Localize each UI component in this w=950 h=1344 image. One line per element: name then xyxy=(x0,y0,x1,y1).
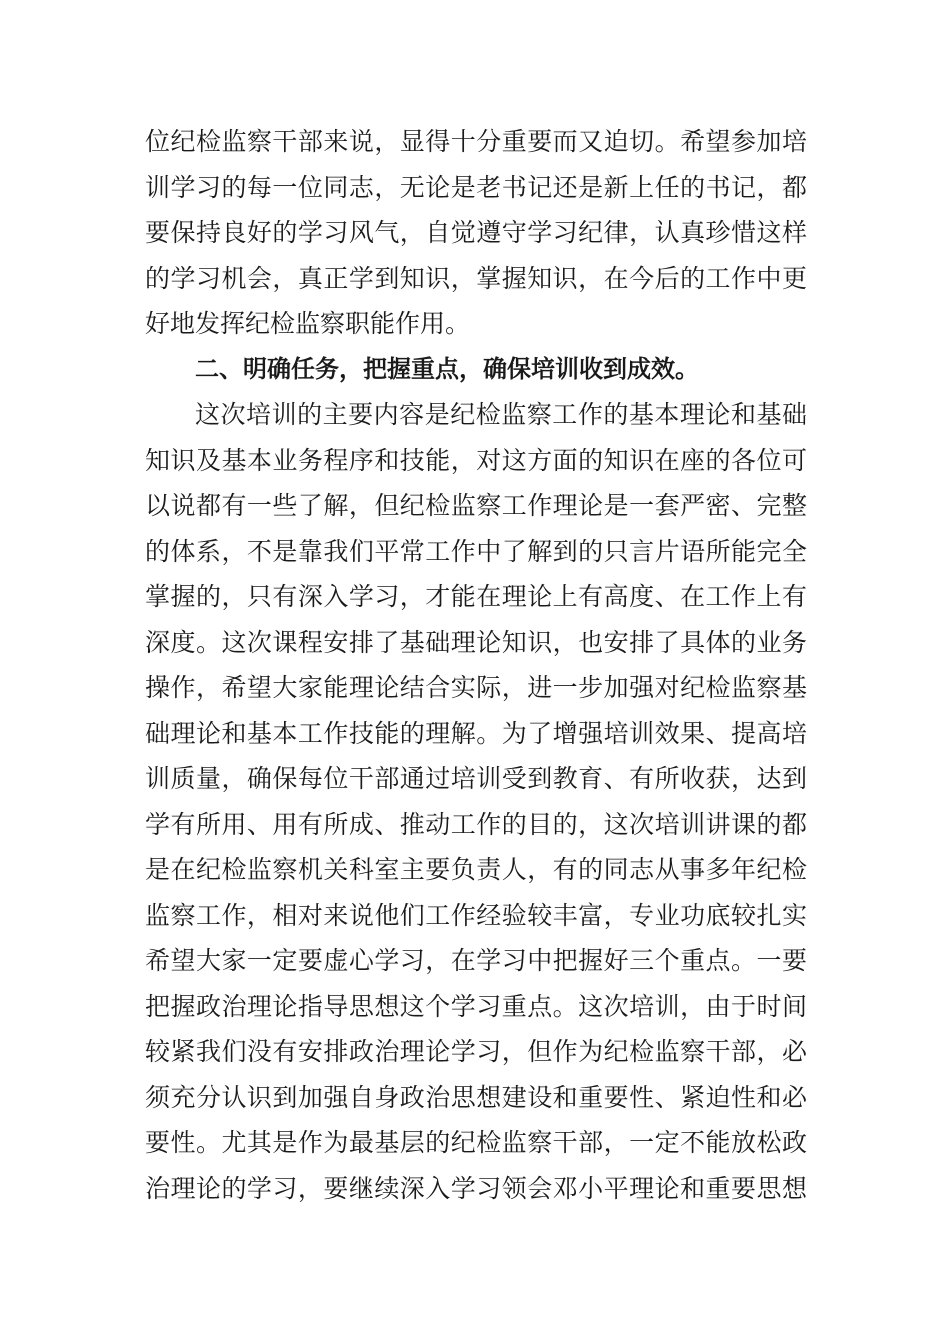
text-line: 的体系，不是靠我们平常工作中了解到的只言片语所能完全 xyxy=(145,536,807,566)
text-line: 训学习的每一位同志，无论是老书记还是新上任的书记，都 xyxy=(145,172,807,202)
text-line: 以说都有一些了解，但纪检监察工作理论是一套严密、完整 xyxy=(145,491,807,520)
text-line: 监察工作，相对来说他们工作经验较丰富，专业功底较扎实 xyxy=(145,900,807,930)
text-line: 希望大家一定要虚心学习，在学习中把握好三个重点。一要 xyxy=(145,946,807,975)
text-line: 要保持良好的学习风气，自觉遵守学习纪律，认真珍惜这样 xyxy=(145,218,807,247)
text-line: 操作，希望大家能理论结合实际，进一步加强对纪检监察基 xyxy=(145,673,807,702)
section-heading: 二、明确任务，把握重点，确保培训收到成效。 xyxy=(195,354,699,383)
text-line: 的学习机会，真正学到知识，掌握知识，在今后的工作中更 xyxy=(145,263,807,293)
text-line: 治理论的学习，要继续深入学习领会邓小平理论和重要思想 xyxy=(145,1173,807,1203)
text-line: 须充分认识到加强自身政治思想建设和重要性、紧迫性和必 xyxy=(145,1082,807,1112)
text-line: 较紧我们没有安排政治理论学习，但作为纪检监察干部，必 xyxy=(145,1037,807,1066)
text-line: 训质量，确保每位干部通过培训受到教育、有所收获，达到 xyxy=(145,764,807,793)
paragraph-2 xyxy=(145,392,807,1211)
text-line: 是在纪检监察机关科室主要负责人，有的同志从事多年纪检 xyxy=(145,855,807,884)
paragraph-1 xyxy=(145,119,807,347)
text-line: 好地发挥纪检监察职能作用。 xyxy=(145,309,471,338)
text-line: 础理论和基本工作技能的理解。为了增强培训效果、提高培 xyxy=(145,718,807,748)
text-line: 要性。尤其是作为最基层的纪检监察干部，一定不能放松政 xyxy=(145,1128,807,1157)
text-line: 学有所用、用有所成、推动工作的目的，这次培训讲课的都 xyxy=(145,809,807,839)
text-line: 把握政治理论指导思想这个学习重点。这次培训，由于时间 xyxy=(145,991,807,1021)
text-line: 掌握的，只有深入学习，才能在理论上有高度、在工作上有 xyxy=(145,582,807,611)
document-body xyxy=(145,119,807,1211)
text-line: 知识及基本业务程序和技能，对这方面的知识在座的各位可 xyxy=(145,445,807,475)
text-line: 深度。这次课程安排了基础理论知识，也安排了具体的业务 xyxy=(145,627,807,657)
text-line: 这次培训的主要内容是纪检监察工作的基本理论和基础 xyxy=(195,400,807,429)
text-line: 位纪检监察干部来说，显得十分重要而又迫切。希望参加培 xyxy=(145,127,807,156)
